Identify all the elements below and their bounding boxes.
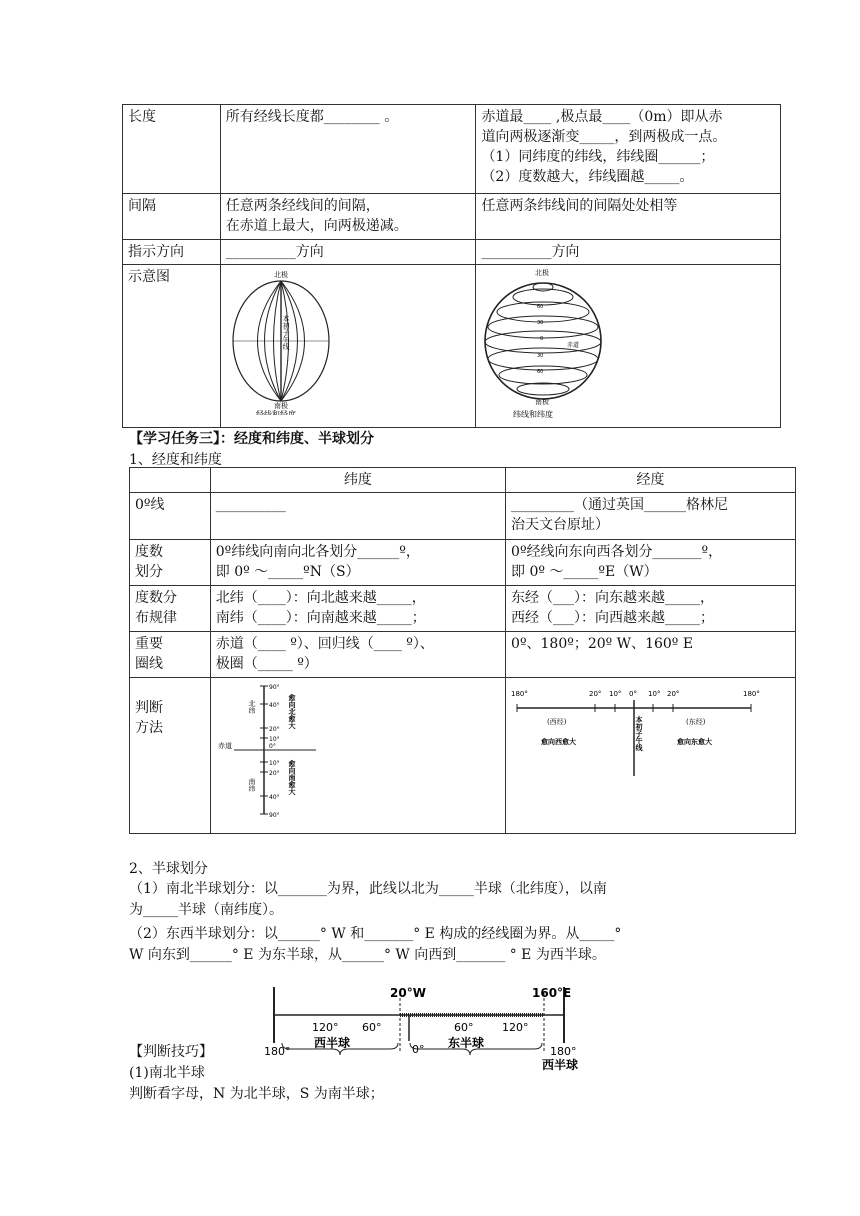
hemi-tick: 0°	[412, 1043, 425, 1056]
tips-title: 【判断技巧】	[129, 1044, 213, 1060]
hemi-label: 20°W	[390, 986, 426, 1000]
parallel-cell: 赤道最____ ,极点最____（0m）即从赤 道向两极逐渐变_____，到两极成一点。 （1）同纬度的纬线，纬线圈______； （2）度数越大，纬线圈越_____。	[476, 105, 781, 194]
table-header-row	[130, 468, 796, 493]
header-cell: 经度	[506, 468, 796, 493]
hemi-tick: 120°	[502, 1021, 529, 1034]
lon-tick: 20°	[589, 690, 602, 698]
hemi-tick: 180°	[550, 1045, 577, 1058]
lon-tick: 20°	[667, 690, 680, 698]
equator-label: 赤道	[217, 742, 232, 750]
lat-tick: 20°	[268, 726, 280, 733]
lon-tick: 180°	[511, 690, 528, 698]
equator-label: 赤道	[567, 342, 580, 349]
row-label: 重要 圈线	[130, 632, 211, 678]
paragraph-north-south: （1）南北半球划分：以_______为界，此线以北为_____半球（北纬度），以南 为_____半球（南纬度）。	[129, 881, 607, 918]
longitude-cell: 0º、180º；20º W、160º E	[506, 632, 796, 678]
section-title: 【学习任务三】：经度和纬度、半球划分	[129, 431, 374, 447]
hemi-tick: 60°	[362, 1021, 382, 1034]
row-label: 度数分 布规律	[130, 586, 211, 632]
lat-mark: 0	[540, 336, 544, 342]
fig-label-south: 南极	[273, 402, 288, 410]
table-row	[130, 678, 796, 834]
paragraph-east-west: （2）东西半球划分：以______° W 和_______° E 构成的经线圈为界。从_____° W 向东到______° E 为东半球，从______° W 向西到_______ ° E 为西半球。	[129, 926, 622, 963]
parallel-figure-cell	[476, 265, 781, 428]
meridian-parallel-table	[122, 104, 781, 428]
table-row	[130, 540, 796, 586]
latitude-cell: 0º纬线向南向北各划分______º， 即 0º ～_____ºN（S）	[210, 540, 505, 586]
row-label: 示意图	[123, 265, 221, 428]
west-lon-label: (西经)	[547, 718, 567, 726]
hemi-tick: 60°	[454, 1021, 474, 1034]
hemi-tick: 180°	[264, 1045, 291, 1058]
tips-text: 判断看字母，N 为北半球，S 为南半球；	[129, 1086, 384, 1102]
latitude-cell: 北纬（____）：向北越来越_____， 南纬（____）：向南越来越_____；	[210, 586, 505, 632]
north-increase-note: 愈向北愈大	[287, 694, 296, 729]
latitude-cell: 赤道（____ º）、回归线（____ º）、 极圈（_____ º）	[210, 632, 505, 678]
north-lat-label: 北纬	[247, 700, 256, 714]
lon-tick: 180°	[743, 690, 760, 698]
lat-tick: 20°	[268, 770, 280, 777]
lat-tick: 10°	[268, 760, 280, 767]
fig-caption: 经线和经度	[255, 410, 296, 415]
lat-tick: 90°	[268, 684, 280, 691]
lat-tick: 10°	[268, 736, 280, 743]
east-lon-label: (东经)	[686, 718, 706, 726]
table-row	[130, 586, 796, 632]
meridian-cell: 任意两条经线间的间隔， 在赤道上最大，向两极递减。	[220, 194, 476, 240]
lon-tick: 10°	[609, 690, 622, 698]
prime-meridian-label: 本初子午线	[635, 716, 644, 751]
parallel-cell: __________方向	[476, 240, 781, 265]
lat-tick: 40°	[268, 794, 280, 801]
west-hemisphere-label: 西半球	[314, 1036, 351, 1050]
hemi-label: 160°E	[532, 986, 572, 1000]
tips-item: (1)南北半球	[129, 1065, 205, 1081]
south-lat-label: 南纬	[247, 778, 256, 792]
longitude-cell: 东经（___）：向东越来越_____， 西经（___）：向西越来越_____；	[506, 586, 796, 632]
longitude-scale-figure	[511, 680, 781, 780]
row-label: 判断 方法	[130, 678, 211, 834]
parallel-globe-figure	[481, 267, 606, 419]
table-row	[123, 265, 781, 428]
lat-mark: 30	[537, 353, 544, 359]
meridian-cell: __________方向	[220, 240, 476, 265]
parallel-cell: 任意两条纬线间的间隔处处相等	[476, 194, 781, 240]
table-row	[130, 632, 796, 678]
south-increase-note: 愈向南愈大	[287, 760, 296, 795]
hemi-tick: 120°	[312, 1021, 339, 1034]
west-increase-note: 愈向西愈大	[541, 738, 577, 746]
latitude-scale-figure	[216, 680, 326, 820]
lat-mark: 60	[537, 369, 544, 375]
lon-tick: 0°	[629, 690, 637, 698]
latitude-method-cell	[210, 678, 505, 834]
row-label: 长度	[123, 105, 221, 194]
lat-tick: 90°	[268, 812, 280, 819]
latitude-cell: __________	[210, 493, 505, 540]
fig-caption: 纬线和纬度	[513, 410, 554, 419]
longitude-method-cell	[506, 678, 796, 834]
latitude-longitude-table	[129, 467, 796, 834]
header-cell: 纬度	[210, 468, 505, 493]
row-label: 0º线	[130, 493, 211, 540]
meridian-cell: 所有经线长度都________ 。	[220, 105, 476, 194]
west-hemisphere-label-2: 西半球	[542, 1058, 579, 1072]
table-row	[123, 194, 781, 240]
table-row	[123, 105, 781, 194]
header-cell	[130, 468, 211, 493]
row-label: 指示方向	[123, 240, 221, 265]
longitude-cell: _________（通过英国______格林尼 治天文台原址）	[506, 493, 796, 540]
fig-label-north: 北极	[535, 269, 550, 277]
fig-label-south: 南极	[535, 398, 550, 406]
table-row	[123, 240, 781, 265]
subsection-title: 2、半球划分	[129, 861, 208, 877]
east-hemisphere-label: 东半球	[448, 1036, 485, 1050]
row-label: 间隔	[123, 194, 221, 240]
lat-mark: 60	[537, 304, 544, 310]
east-increase-note: 愈向东愈大	[677, 738, 713, 746]
meridian-figure-cell	[220, 265, 476, 428]
lat-tick: 40°	[268, 702, 280, 709]
lat-tick: 0°	[268, 743, 276, 750]
prime-meridian-label: 本初子午线	[281, 315, 290, 350]
table-row	[130, 493, 796, 540]
longitude-cell: 0º经线向东向西各划分_______º， 即 0º ～_____ºE（W）	[506, 540, 796, 586]
row-label: 度数 划分	[130, 540, 211, 586]
meridian-globe-figure	[226, 267, 336, 415]
lon-tick: 10°	[648, 690, 661, 698]
lat-mark: 30	[537, 320, 544, 326]
subsection-title: 1、经度和纬度	[129, 452, 222, 468]
fig-label-north: 北极	[273, 271, 288, 279]
